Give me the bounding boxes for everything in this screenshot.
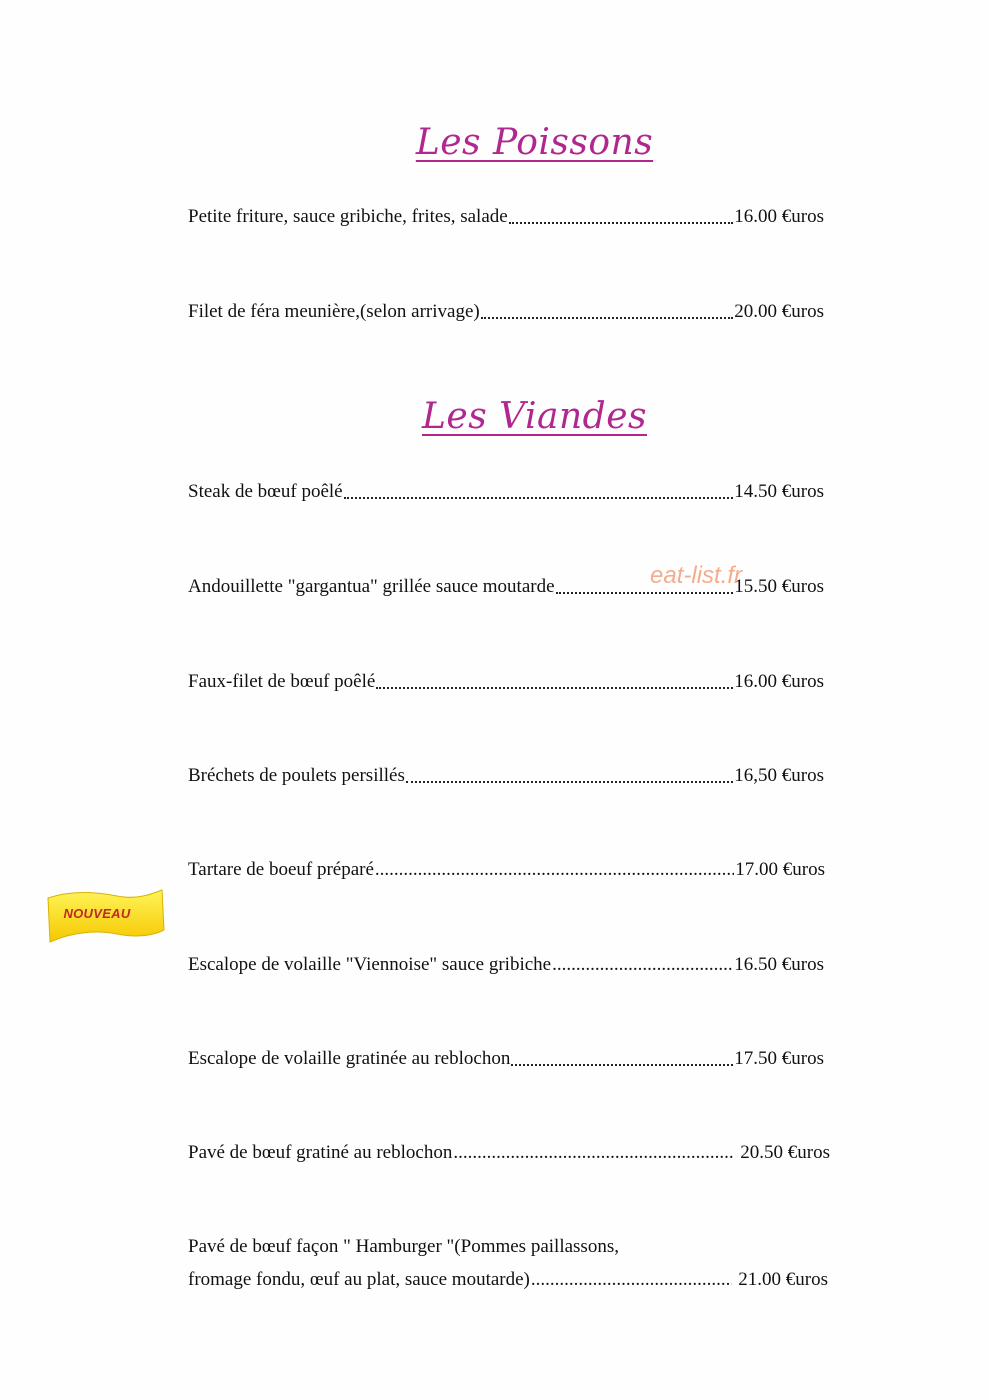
menu-item (188, 953, 824, 977)
dot-leader (511, 1064, 733, 1066)
dot-leader (509, 222, 734, 224)
dot-leader (375, 858, 734, 882)
menu-item (188, 1141, 830, 1165)
dot-leader (453, 1141, 734, 1165)
menu-item-name: Tartare de boeuf préparé (188, 859, 374, 880)
menu-item-name: Pavé de bœuf gratiné au reblochon (188, 1142, 453, 1163)
menu-item-price: 17.00 €uros (735, 859, 825, 880)
menu-item (188, 1235, 828, 1292)
menu-item (188, 858, 825, 882)
menu-item-price: 14.50 €uros (734, 481, 824, 502)
dot-leader (406, 781, 733, 783)
menu-item (188, 670, 824, 694)
menu-item-name: Filet de féra meunière,(selon arrivage) (188, 301, 480, 322)
menu-item-name-continued: fromage fondu, œuf au plat, sauce moutarde) (188, 1269, 530, 1290)
menu-item (188, 205, 824, 229)
menu-item-name: Escalope de volaille "Viennoise" sauce gribiche (188, 954, 552, 975)
menu-item-price: 15.50 €uros (734, 576, 824, 597)
menu-item-price: 20.50 €uros (740, 1142, 830, 1163)
dot-leader (552, 953, 733, 977)
section-title-poissons: Les Poissons (415, 122, 654, 163)
menu-item-price: 16.00 €uros (734, 206, 824, 227)
menu-item-name: Escalope de volaille gratinée au reblochon (188, 1048, 511, 1069)
menu-item-price: 17.50 €uros (734, 1048, 824, 1069)
dot-leader (376, 687, 733, 689)
dot-leader (481, 317, 734, 319)
menu-item-price: 16.00 €uros (734, 671, 824, 692)
menu-item-name: Bréchets de poulets persillés (188, 765, 405, 786)
menu-item-price: 20.00 €uros (734, 301, 824, 322)
menu-item-price: 16.50 €uros (734, 954, 824, 975)
menu-item (188, 480, 824, 504)
menu-item-name: Petite friture, sauce gribiche, frites, salade (188, 206, 508, 227)
menu-item (188, 764, 824, 788)
menu-item (188, 300, 824, 324)
menu-item-price: 16,50 €uros (734, 765, 824, 786)
badge-label: NOUVEAU (63, 906, 131, 921)
section-title-viandes: Les Viandes (422, 396, 647, 437)
watermark: eat-list.fr (650, 562, 743, 589)
dot-leader (344, 497, 734, 499)
menu-item-name: Andouillette "gargantua" grillée sauce moutarde (188, 576, 555, 597)
menu-item-name: Faux-filet de bœuf poêlé (188, 671, 376, 692)
dot-leader (531, 1268, 732, 1292)
menu-item-name: Steak de bœuf poêlé (188, 481, 343, 502)
nouveau-badge (42, 888, 166, 946)
menu-item-price: 21.00 €uros (738, 1269, 828, 1290)
menu-item-name: Pavé de bœuf façon " Hamburger "(Pommes paillassons, (188, 1236, 619, 1257)
dot-leader (556, 592, 734, 594)
menu-item (188, 1047, 824, 1071)
